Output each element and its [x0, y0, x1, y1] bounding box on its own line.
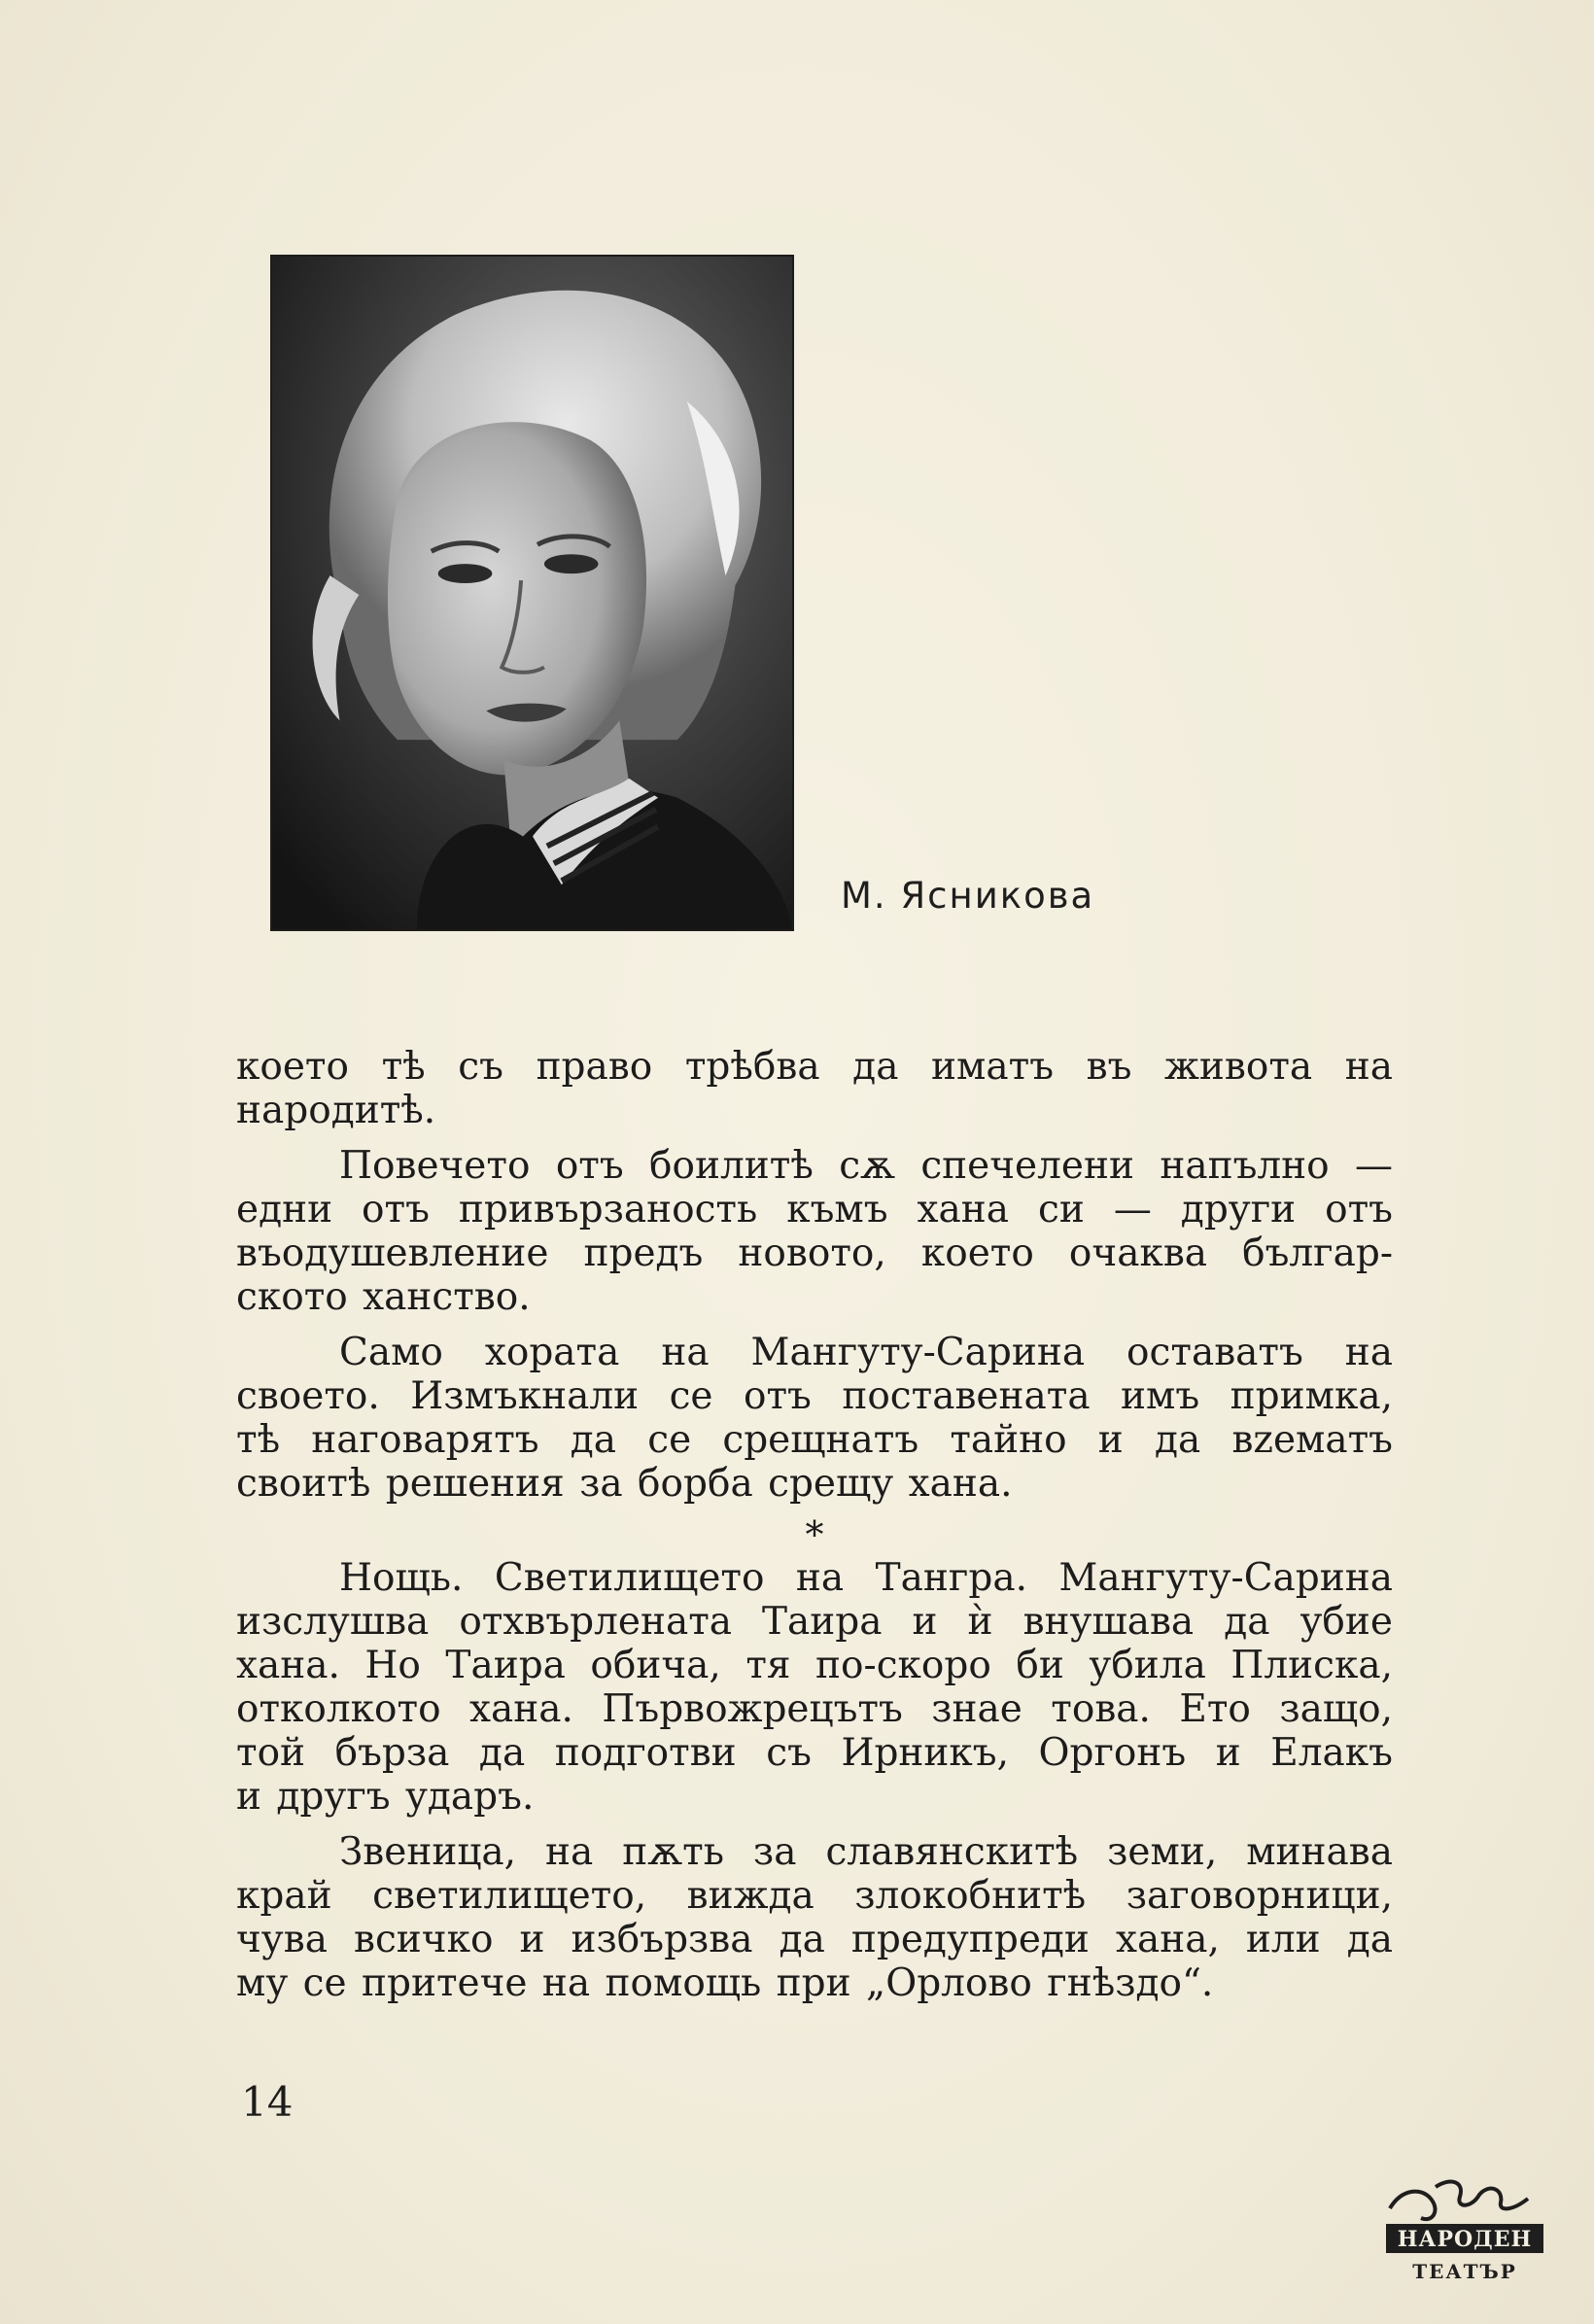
paragraph-2: [236, 1144, 1393, 1319]
text-line: тѣ наговарятъ да се срещнатъ тайно и да вzeматъ: [236, 1418, 1393, 1462]
svg-text:НАРОДЕН: НАРОДЕН: [1397, 2227, 1533, 2252]
paragraph-5: [236, 1830, 1393, 2005]
text-line: му се притече на помощь при „Орлово гнѣздо“.: [236, 1961, 1214, 2005]
page-number: 14: [241, 2078, 294, 2126]
text-line: той бърза да подготви съ Ирникъ, Оргонъ и Елакъ: [236, 1731, 1393, 1775]
text-line: и другъ ударъ.: [236, 1775, 535, 1819]
text-line: своитѣ решения за борба срещу хана.: [236, 1462, 1013, 1506]
paragraph-4: [236, 1556, 1393, 1819]
section-separator: *: [805, 1513, 824, 1556]
text-line: Повечето отъ боилитѣ сѫ спечелени напълно —: [339, 1144, 1393, 1188]
body-text: [236, 1045, 1393, 2005]
portrait-photo: [270, 255, 794, 931]
text-line: отколкото хана. Първожрецътъ знае това. Ето защо,: [236, 1687, 1393, 1731]
paragraph-1: [236, 1045, 1393, 1132]
text-line: ското ханство.: [236, 1275, 531, 1319]
text-line: което тѣ съ право трѣбва да иматъ въ живота на: [236, 1045, 1393, 1089]
text-line: хана. Но Таира обича, тя по-скоро би убила Плиска,: [236, 1644, 1393, 1687]
theatre-stamp-logo: [1382, 2169, 1547, 2291]
text-line: Звеница, на пѫть за славянскитѣ земи, минава: [339, 1830, 1393, 1874]
text-line: Нощь. Светилището на Тангра. Мангуту-Сарина: [339, 1556, 1393, 1600]
text-line: едни отъ привързаность къмъ хана си — други отъ: [236, 1188, 1393, 1231]
portrait-image: [272, 257, 792, 929]
text-line: край светилището, вижда злокобнитѣ заговорници,: [236, 1874, 1393, 1918]
stamp-graphic: [1382, 2169, 1547, 2291]
text-line: изслушва отхвърлената Таира и ѝ внушава да убие: [236, 1600, 1393, 1644]
paragraph-3: [236, 1331, 1393, 1506]
text-line: своето. Измъкнали се отъ поставената имъ примка,: [236, 1374, 1393, 1418]
text-line: Само хората на Мангуту-Сарина оставатъ на: [339, 1331, 1393, 1374]
text-line: въодушевление предъ новото, което очаква българ-: [236, 1231, 1393, 1275]
text-line: народитѣ.: [236, 1089, 436, 1132]
text-line: чува всичко и избързва да предупреди хана, или да: [236, 1918, 1393, 1961]
svg-text:ТЕАТЪР: ТЕАТЪР: [1412, 2260, 1517, 2283]
photo-caption: М. Ясникова: [841, 875, 1095, 917]
